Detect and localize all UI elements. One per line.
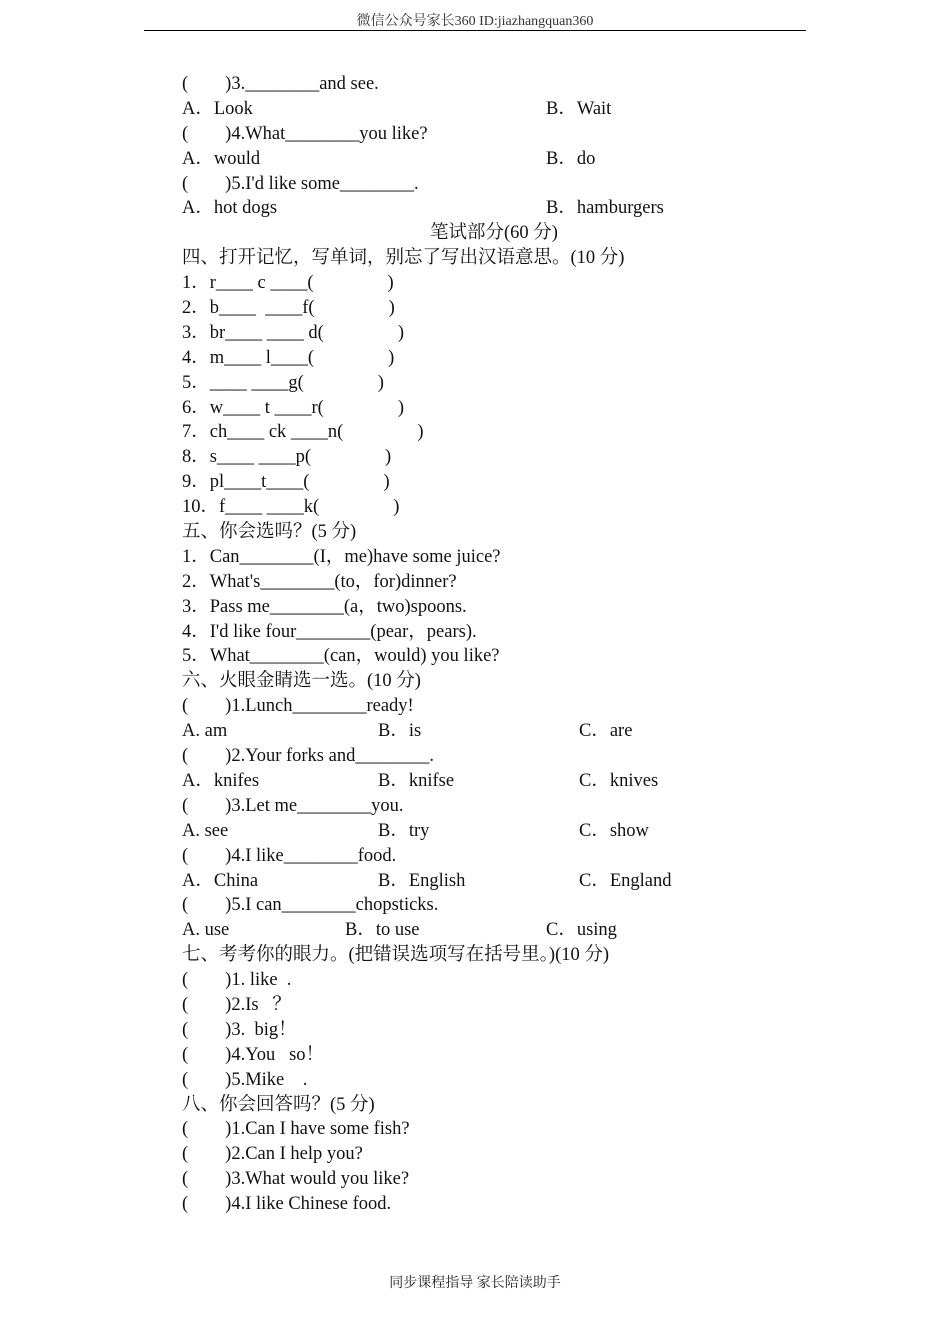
question-line <box>182 72 822 97</box>
error-item: ( )2.Is ？ <box>182 994 291 1015</box>
options-line <box>182 869 822 894</box>
question-text: ( )4.What________you like? <box>182 123 428 144</box>
option-b: B．hamburgers <box>546 198 664 219</box>
option-b: B．knifse <box>378 770 455 791</box>
question-text: ( )2.Your forks and________. <box>182 746 434 767</box>
options-line <box>182 147 822 172</box>
error-item: ( )4.You so！ <box>182 1044 325 1065</box>
question-line <box>182 122 822 147</box>
question-text: ( )5.I can________chopsticks. <box>182 895 439 916</box>
option-c: C．England <box>579 870 672 891</box>
choice-item: 1．Can________(I，me)have some juice? <box>182 546 501 567</box>
answer-item: ( )1.Can I have some fish? <box>182 1119 410 1140</box>
option-a: A．China <box>182 870 259 891</box>
option-a: A．would <box>182 148 261 169</box>
option-a: A．Look <box>182 98 253 119</box>
option-b: B．English <box>378 870 466 891</box>
worksheet <box>182 72 822 1217</box>
option-b: B．Wait <box>546 98 612 119</box>
option-a: A．knifes <box>182 770 260 791</box>
word-item: 3．br____ ____ d( ) <box>182 322 404 343</box>
word-item: 8．s____ ____p( ) <box>182 447 392 468</box>
question-line <box>182 794 822 819</box>
word-item: 5．____ ____g( ) <box>182 372 384 393</box>
section-6-title: 六、火眼金睛选一选。(10 分) <box>182 671 421 692</box>
choice-item: 5．What________(can，would) you like? <box>182 646 500 667</box>
section-5-title: 五、你会选吗？(5 分) <box>182 522 357 543</box>
option-c: C．knives <box>579 770 659 791</box>
answer-item: ( )4.I like Chinese food. <box>182 1194 392 1215</box>
question-line <box>182 694 822 719</box>
option-b: B．is <box>378 721 422 742</box>
word-item: 10．f____ ____k( ) <box>182 497 400 518</box>
option-c: C．show <box>579 820 649 841</box>
options-line <box>182 719 822 744</box>
options-line <box>182 918 822 943</box>
word-item: 1．r____ c ____( ) <box>182 273 394 294</box>
choice-item: 4．I'd like four________(pear，pears). <box>182 621 477 642</box>
written-part-title: 笔试部分(60 分) <box>430 223 558 244</box>
word-item: 4．m____ l____( ) <box>182 347 395 368</box>
word-item: 9．pl____t____( ) <box>182 472 390 493</box>
word-item: 7．ch____ ck ____n( ) <box>182 422 424 443</box>
error-item: ( )3. big！ <box>182 1019 297 1040</box>
answer-item: ( )2.Can I help you? <box>182 1144 363 1165</box>
option-a: A. use <box>182 920 230 941</box>
options-line <box>182 196 822 221</box>
page-footer: 同步课程指导 家长陪读助手 <box>389 1276 561 1291</box>
option-a: A. am <box>182 721 228 742</box>
question-text: ( )3.________and see. <box>182 74 379 94</box>
word-item: 2．b____ ____f( ) <box>182 298 395 319</box>
option-a: A．hot dogs <box>182 198 278 219</box>
section-7-title: 七、考考你的眼力。(把错误选项写在括号里。)(10 分) <box>182 945 610 966</box>
question-text: ( )4.I like________food. <box>182 845 397 866</box>
section-8-title: 八、你会回答吗？(5 分) <box>182 1094 375 1115</box>
word-item: 6．w____ t ____r( ) <box>182 397 404 418</box>
options-line <box>182 769 822 794</box>
question-text: ( )5.I'd like some________. <box>182 173 419 194</box>
option-b: B．do <box>546 148 596 169</box>
error-item: ( )1. like . <box>182 970 292 991</box>
section-4-title: 四、打开记忆，写单词，别忘了写出汉语意思。(10 分) <box>182 248 625 269</box>
option-b: B．try <box>378 820 430 841</box>
choice-item: 3．Pass me________(a，two)spoons. <box>182 596 467 617</box>
question-line <box>182 172 822 197</box>
question-text: ( )3.Let me________you. <box>182 795 404 816</box>
error-item: ( )5.Mike . <box>182 1069 308 1090</box>
question-text: ( )1.Lunch________ready! <box>182 696 414 717</box>
header-divider <box>144 30 806 31</box>
question-line <box>182 844 822 869</box>
option-c: C．using <box>546 920 617 941</box>
options-line <box>182 819 822 844</box>
answer-item: ( )3.What would you like? <box>182 1169 410 1190</box>
options-line <box>182 97 822 122</box>
option-b: B．to use <box>345 920 420 941</box>
question-line <box>182 893 822 918</box>
choice-item: 2．What's________(to，for)dinner? <box>182 571 457 592</box>
page-header: 微信公众号家长360 ID:jiazhangquan360 <box>356 14 594 29</box>
option-a: A. see <box>182 820 229 841</box>
question-line <box>182 744 822 769</box>
option-c: C．are <box>579 721 633 742</box>
